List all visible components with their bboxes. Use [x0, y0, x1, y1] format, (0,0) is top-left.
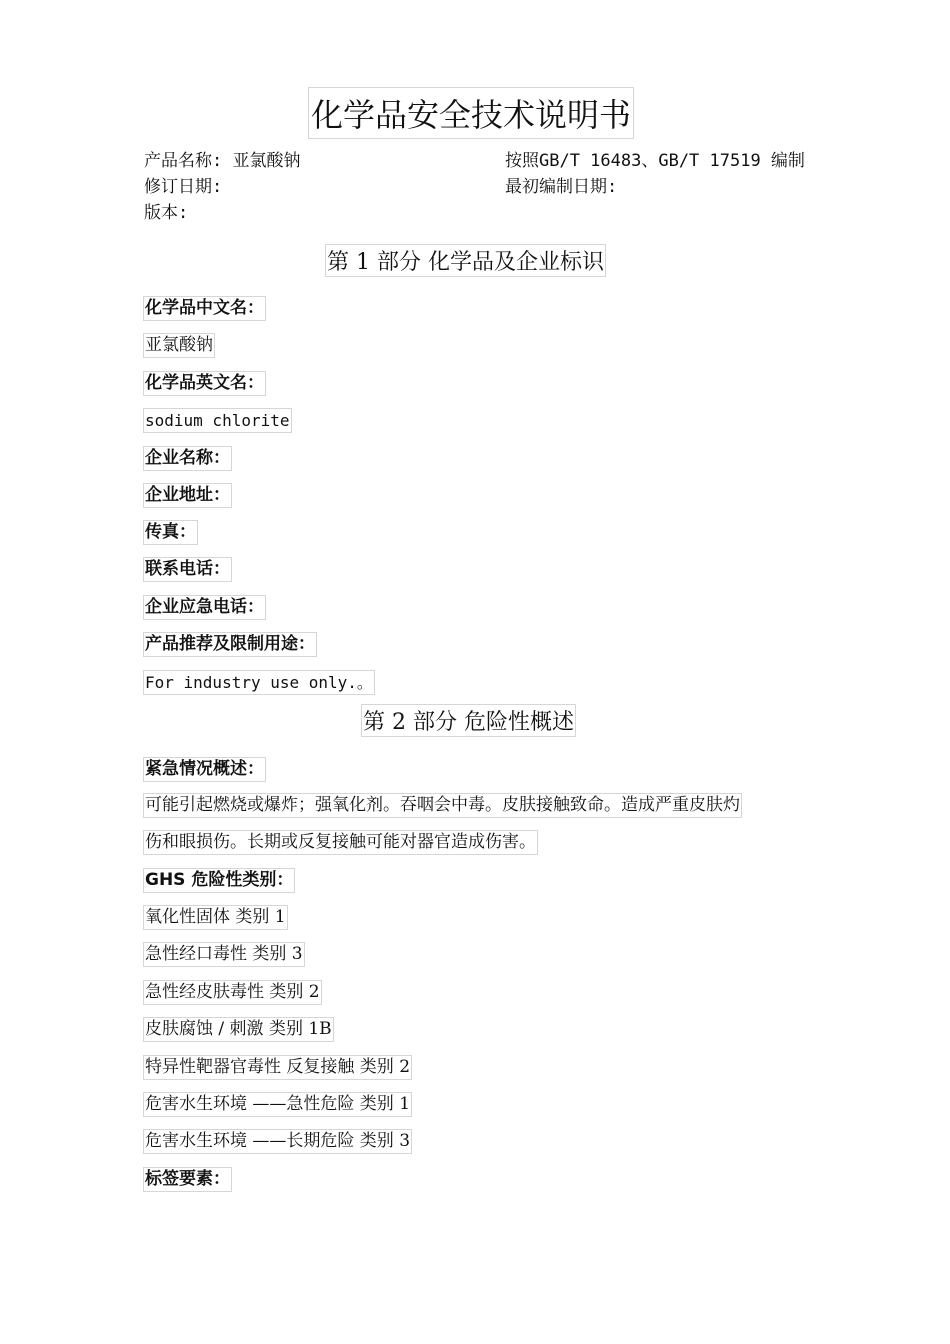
- ghs-item: 危害水生环境 ——长期危险 类别 3: [143, 1129, 412, 1154]
- ghs-item: 特异性靶器官毒性 反复接触 类别 2: [143, 1055, 412, 1080]
- ghs-item: 急性经皮肤毒性 类别 2: [143, 980, 322, 1005]
- emergency-overview-line-1: 可能引起燃烧或爆炸；强氧化剂。吞咽会中毒。皮肤接触致命。造成严重皮肤灼: [143, 793, 742, 818]
- phone-label: 联系电话：: [143, 557, 232, 582]
- en-name-label: 化学品英文名：: [143, 371, 266, 396]
- version: 版本:: [144, 203, 189, 223]
- ghs-item: 急性经口毒性 类别 3: [143, 942, 305, 967]
- section-2-heading: 第 2 部分 危险性概述: [361, 704, 576, 737]
- first-edition-date: 最初编制日期:: [505, 177, 618, 197]
- cn-name-label: 化学品中文名：: [143, 296, 266, 321]
- fax-label: 传真：: [143, 520, 198, 545]
- product-name-line: 产品名称: 亚氯酸钠: [144, 151, 301, 171]
- usage-label: 产品推荐及限制用途：: [143, 632, 317, 657]
- section-1-heading: 第 1 部分 化学品及企业标识: [325, 244, 606, 277]
- standard-line: 按照GB/T 16483、GB/T 17519 编制: [505, 151, 805, 171]
- ghs-category-label: GHS 危险性类别：: [143, 868, 295, 893]
- ghs-item: 危害水生环境 ——急性危险 类别 1: [143, 1092, 412, 1117]
- document-title: 化学品安全技术说明书: [308, 87, 634, 139]
- en-name-value: sodium chlorite: [143, 408, 292, 433]
- cn-name-value: 亚氯酸钠: [143, 333, 215, 358]
- label-elements-label: 标签要素：: [143, 1167, 232, 1192]
- ghs-item: 氧化性固体 类别 1: [143, 905, 288, 930]
- ghs-item: 皮肤腐蚀 / 刺激 类别 1B: [143, 1017, 334, 1042]
- usage-value: For industry use only.。: [143, 670, 375, 695]
- emergency-phone-label: 企业应急电话：: [143, 595, 266, 620]
- company-address-label: 企业地址：: [143, 483, 232, 508]
- emergency-overview-line-2: 伤和眼损伤。长期或反复接触可能对器官造成伤害。: [143, 830, 538, 855]
- company-name-label: 企业名称：: [143, 446, 232, 471]
- emergency-overview-label: 紧急情况概述：: [143, 757, 266, 782]
- revision-date: 修订日期:: [144, 177, 223, 197]
